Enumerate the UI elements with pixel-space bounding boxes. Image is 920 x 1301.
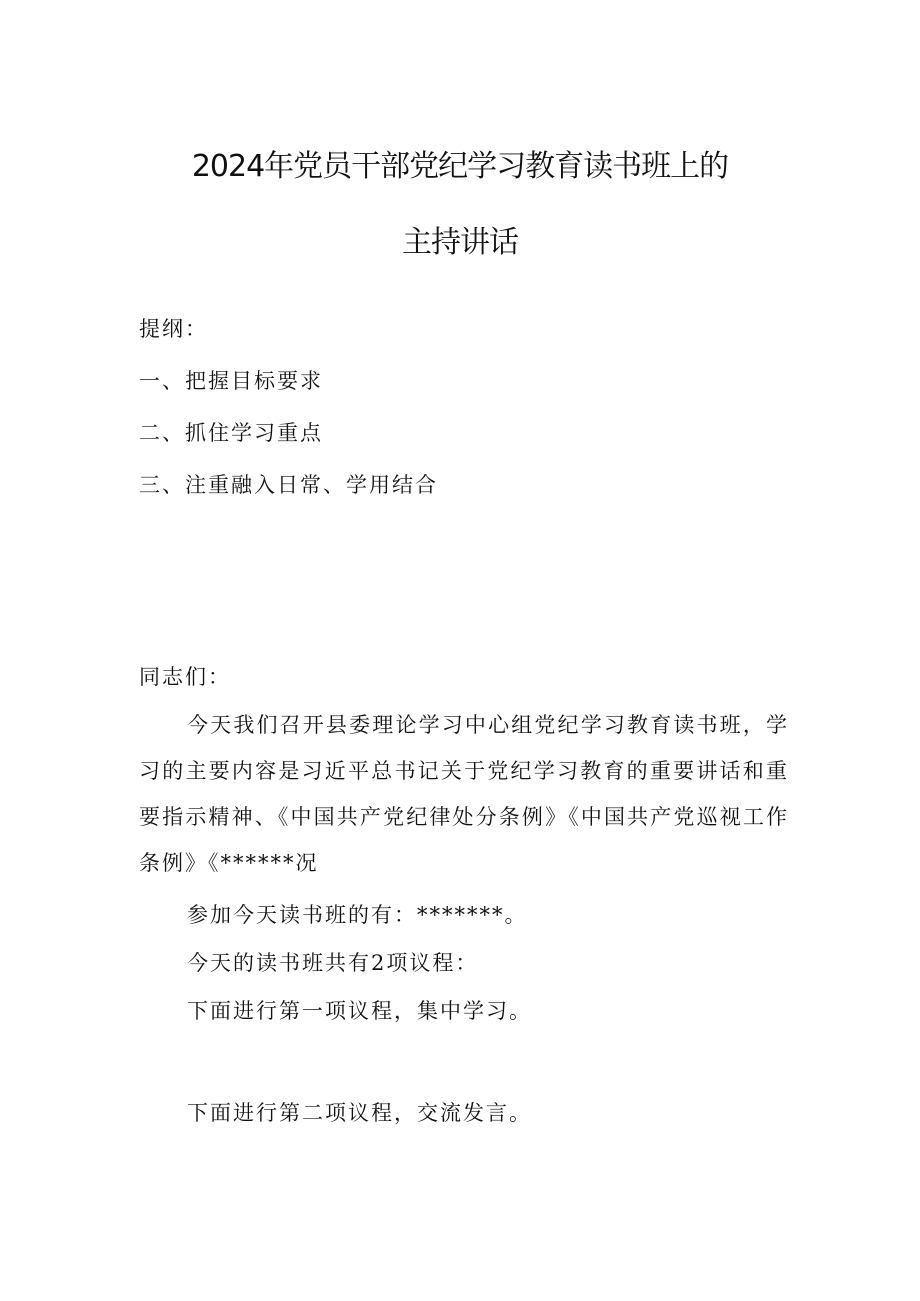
outline-heading: 提纲： — [139, 317, 208, 341]
outline-item-1: 一、把握目标要求 — [139, 369, 323, 393]
salutation: 同志们： — [139, 665, 231, 689]
body-paragraph-agenda-item-1: 下面进行第一项议程，集中学习。 — [187, 999, 532, 1023]
outline-item-2: 二、抓住学习重点 — [139, 421, 323, 445]
document-title-line-1: 2024年党员干部党纪学习教育读书班上的 — [191, 149, 729, 184]
body-paragraph-agenda: 今天的读书班共有2项议程： — [187, 951, 479, 975]
body-paragraph-attendees: 参加今天读书班的有：*******。 — [187, 903, 528, 927]
document-title-line-2: 主持讲话 — [402, 225, 518, 260]
body-paragraph-opening: 今天我们召开县委理论学习中心组党纪学习教育读书班，学习的主要内容是习近平总书记关于党纪学习教育的重要讲话和重要指示精神、《中国共产党纪律处分条例》《中国共产党巡视工作条例》《******况 — [139, 713, 789, 875]
outline-item-3: 三、注重融入日常、学用结合 — [139, 473, 438, 497]
body-paragraph-agenda-item-2: 下面进行第二项议程，交流发言。 — [187, 1101, 532, 1125]
